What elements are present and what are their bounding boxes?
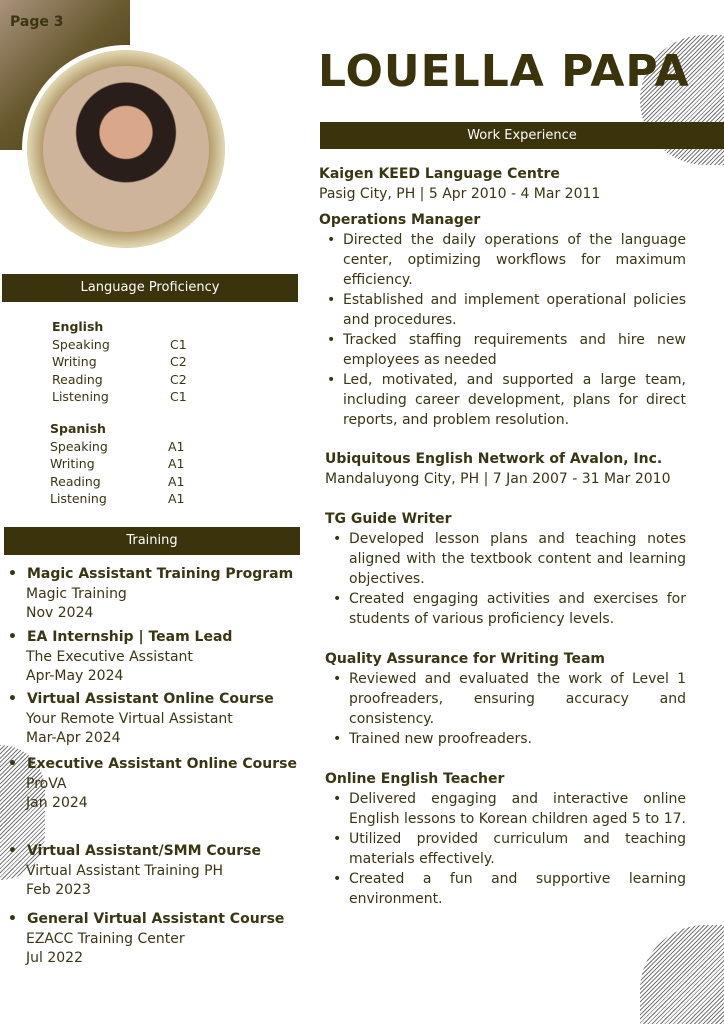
training-title: • Magic Assistant Training Program [8, 565, 298, 585]
job-entry [325, 449, 686, 909]
company-name: Ubiquitous English Network of Avalon, Inc. [325, 451, 663, 467]
role-bullet: • Tracked staffing requirements and hire new employees as needed [319, 330, 686, 370]
training-title: • Executive Assistant Online Course [8, 755, 298, 775]
training-org: ProVA [26, 775, 67, 792]
decorative-hatch-bottom [640, 925, 724, 1024]
training-date: Jul 2022 [26, 950, 83, 966]
training-date: Apr-May 2024 [26, 668, 124, 684]
job-meta: Pasig City, PH | 5 Apr 2010 - 4 Mar 2011 [319, 186, 601, 202]
training-item [8, 628, 298, 687]
training-title: • General Virtual Assistant Course [8, 910, 298, 930]
training-date: Feb 2023 [26, 882, 91, 898]
role-title: Online English Teacher [325, 771, 505, 787]
training-date: Nov 2024 [26, 605, 94, 621]
role-bullet: • Trained new proofreaders. [325, 729, 686, 749]
role-bullet: • Developed lesson plans and teaching notes aligned with the textbook content and learning objectives. [325, 529, 686, 589]
training-section-header: Training [4, 527, 300, 555]
training-item [8, 910, 298, 969]
training-title: • Virtual Assistant Online Course [8, 690, 298, 710]
job-entry [319, 164, 686, 430]
company-name: Kaigen KEED Language Centre [319, 166, 560, 182]
training-org: Magic Training [26, 585, 127, 602]
profile-photo [22, 45, 230, 253]
role-bullet: • Created a fun and supportive learning environment. [325, 869, 686, 909]
training-title: • Virtual Assistant/SMM Course [8, 842, 298, 862]
training-date: Jan 2024 [26, 795, 88, 811]
role-bullet: • Reviewed and evaluated the work of Level 1 proofreaders, ensuring accuracy and consistency. [325, 669, 686, 729]
training-item [8, 842, 298, 901]
training-org: Your Remote Virtual Assistant [26, 710, 233, 727]
role-bullet: • Led, motivated, and supported a large team, including career development, plans for direct reports, and problem resolution. [319, 370, 686, 430]
training-title: • EA Internship | Team Lead [8, 628, 298, 648]
language-name: English [52, 319, 104, 334]
role-title: TG Guide Writer [325, 511, 452, 527]
role-bullet: • Created engaging activities and exercises for students of various proficiency levels. [325, 589, 686, 629]
language-english: English Speaking C1 Writing C2 Reading C2 Listening C1 [52, 319, 187, 404]
language-section-header: Language Proficiency [2, 274, 298, 302]
role-title: Operations Manager [319, 212, 481, 228]
training-org: Virtual Assistant Training PH [26, 862, 224, 879]
role-bullet: • Utilized provided curriculum and teaching materials effectively. [325, 829, 686, 869]
training-org: EZACC Training Center [26, 930, 185, 947]
work-section-header: Work Experience [320, 122, 724, 149]
role-title: Quality Assurance for Writing Team [325, 651, 606, 667]
language-spanish: Spanish Speaking A1 Writing A1 Reading A1 Listening A1 [50, 421, 185, 506]
training-org: The Executive Assistant [26, 648, 193, 665]
page-label: Page 3 [10, 14, 64, 30]
training-date: Mar-Apr 2024 [26, 730, 121, 746]
job-meta: Mandaluyong City, PH | 7 Jan 2007 - 31 Mar 2010 [325, 471, 671, 487]
role-bullet: • Established and implement operational policies and procedures. [319, 290, 686, 330]
role-bullet: • Directed the daily operations of the language center, optimizing workflows for maximum efficiency. [319, 230, 686, 290]
training-item [8, 690, 298, 749]
training-item [8, 565, 298, 624]
language-name: Spanish [50, 421, 106, 436]
training-item [8, 755, 298, 814]
candidate-name: LOUELLA PAPA [318, 46, 690, 97]
role-bullet: • Delivered engaging and interactive online English lessons to Korean children aged 5 to 17. [325, 789, 686, 829]
